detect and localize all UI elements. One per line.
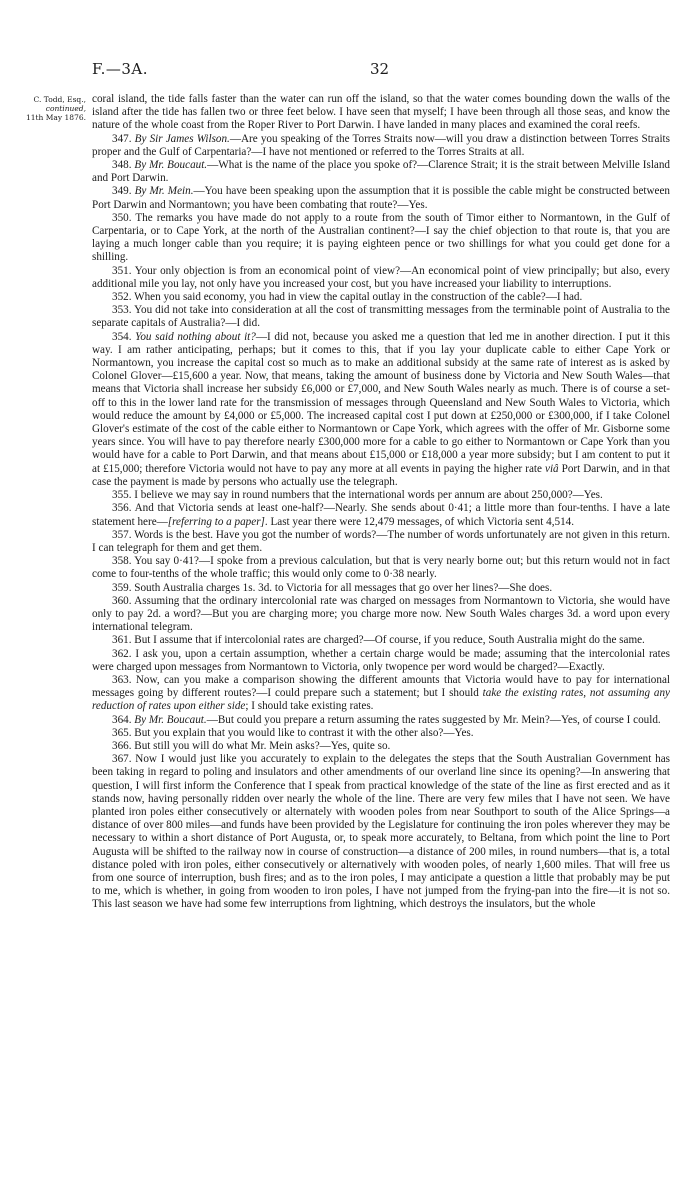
italic-text: By Mr. Mein.: [134, 185, 194, 198]
text-run: 352. When you said economy, you had in view the capital outlay in the construction of the cable?—I had.: [112, 291, 583, 304]
paragraph: [92, 265, 670, 291]
section-code: F.—3A.: [92, 60, 148, 78]
margin-note-name: C. Todd, Esq.,: [33, 95, 86, 104]
paragraph: [92, 634, 670, 647]
italic-text: take the existing rates, not assuming any reduction of rates upon either side: [92, 687, 670, 713]
text-run: —But could you prepare a return assuming the rates suggested by Mr. Mein?—Yes, of course I could.: [206, 713, 661, 726]
paragraph: [92, 212, 670, 265]
text-run: 347.: [112, 132, 135, 145]
text-run: —Are you speaking of the Torres Straits now—will you draw a distinction between Torres Straits proper and the Gulf of Carpentaria?—I have not mentioned or referred to the Torres Straits at all.: [92, 132, 670, 158]
text-run: 361. But I assume that if intercolonial rates are charged?—Of course, if you reduce, South Australia might do the same.: [112, 634, 645, 647]
text-run: 364.: [112, 713, 135, 726]
text-run: —You have been speaking upon the assumption that it is possible the cable might be constructed between Port Darwin and Normantown; you have been combating that route?—Yes.: [92, 185, 670, 211]
paragraph: [92, 331, 670, 489]
text-run: 348.: [112, 159, 135, 172]
text-run: 356. And that Victoria sends at least one-half?—Nearly. She sends about 0·41; a little more than four-tenths. I have a late statement here—: [92, 502, 670, 528]
paragraph: [92, 727, 670, 740]
page-number: 32: [369, 60, 390, 78]
document-body: [92, 93, 670, 912]
text-run: 366. But still you will do what Mr. Mein asks?—Yes, quite so.: [112, 739, 391, 752]
paragraph: [92, 93, 670, 133]
paragraph: [92, 582, 670, 595]
text-run: 349.: [112, 185, 135, 198]
text-run: 355. I believe we may say in round numbers that the international words per annum are about 250,000?—Yes.: [112, 489, 603, 502]
paragraph: [92, 753, 670, 911]
margin-note-continued: continued,: [45, 104, 86, 113]
text-run: . Last year there were 12,479 messages, of which Victoria sent 4,514.: [264, 515, 574, 528]
margin-note-date: 11th May 1876.: [25, 113, 86, 122]
text-run: Port Darwin, and in that case the payment is made by persons who actually use the telegraph.: [92, 462, 671, 488]
text-run: 365. But you explain that you would like to contrast it with the other also?—Yes.: [112, 726, 474, 739]
page-header: [92, 60, 667, 80]
paragraph: [92, 502, 670, 528]
text-run: coral island, the tide falls faster than the water can run off the island, so that the water comes bounding down the walls of the island after the tide has fallen two or three feet below. I have seen that myself; I have been through all those seas, and know the nature of the whole coast from the Roper River to Port Darwin. I have landed in many places and examined the coral reefs.: [92, 93, 670, 132]
paragraph: [92, 714, 670, 727]
italic-text: By Mr. Boucaut.: [134, 713, 207, 726]
paragraph: [92, 648, 670, 674]
text-run: 354.: [112, 330, 136, 343]
text-run: 362. I ask you, upon a certain assumption, whether a certain charge would be made; assuming that the intercolonial rates were charged upon messages from Normantown to Victoria, only twopence per word would be charged?—Exactly.: [92, 647, 670, 673]
italic-text: [referring to a paper]: [167, 515, 265, 528]
paragraph: [92, 555, 670, 581]
paragraph: [92, 159, 670, 185]
text-run: 360. Assuming that the ordinary intercolonial rate was charged on messages from Normantown to Victoria, she would have only to pay 2d. a word?—But you are charging more; you charge more now. New South Wales charges 3d. a word upon every international telegram.: [92, 594, 670, 634]
text-run: —I did not, because you asked me a question that led me in another direction. I put it this way. I am rather anticipating, perhaps; but it comes to this, that if you lay your duplicate cable to either Cape York or Normantown, you increase the capital cost so much as to make an additional subsidy at the same rate of interest as is asked by Colonel Glover—£15,600 a year. Now, that means, taking the amount of business done by Victoria and New South Wales—that means that Victoria shall increase her subsidy £6,000 or £7,000, and New South Wales nearly as much. There is of course a set-off to this in the lower land rate for the transmission of messages through Queensland and New South Wales to Victoria, which would reduce the amount by £4,000 or £5,000. The increased capital cost I put down at £250,000 or £300,000, if I take Colonel Glover's estimate of the cost of the cable either to Normantown or Cape York, which agrees with the offer of Mr. Gisborne some years since. You will have to pay therefore nearly £300,000 more for a cable to go either to Normantown or Cape York than you would have for a cable to Port Darwin, and that means about £15,000 or £18,000 a year more subsidy; but I am content to put it at £15,000; therefore Victoria would not have to pay any more at all events in paying the higher rate: [92, 330, 670, 475]
text-run: 359. South Australia charges 1s. 3d. to Victoria for all messages that go over her lines?—She does.: [112, 581, 553, 594]
italic-text: By Mr. Boucaut.: [134, 159, 208, 172]
paragraph: [92, 674, 670, 714]
text-run: 363. Now, can you make a comparison showing the different amounts that Victoria would have to pay for international messages going by different routes?—I could prepare such a statement; but I should: [92, 673, 670, 700]
text-run: 353. You did not take into consideration at all the cost of transmitting messages from the terminable point of Australia to the separate capitals of Australia?—I did.: [92, 304, 670, 330]
paragraph: [92, 595, 670, 635]
italic-text: viâ: [545, 462, 559, 475]
paragraph: [92, 740, 670, 753]
text-run: ; I should take existing rates.: [245, 700, 374, 713]
paragraph: [92, 133, 670, 159]
text-run: 367. Now I would just like you accurately to explain to the delegates the steps that the South Australian Government has been taking in regard to poling and insulators and other amendments of our overland line since its opening?—In answering that question, I will first inform the Conference that I speak from practical knowledge of the state of the line as first erected and as it stands now, having personally ridden over nearly the whole of the line. There are very few miles that I have not seen. We have planted iron poles either consecutively or alternately with wooden poles from near Southport to south of the Alice Springs—a distance of over 800 miles—and funds have been provided by the Legislature for continuing the iron poles wherever they may be necessary to within a short distance of Port Augusta, or, to speak more accurately, to Beltana, from which point the line to Port Augusta will be shifted to the railway now in course of construction—a distance of 200 miles, in round numbers—that is, a total distance poled with iron poles, either consecutively or alternatively with wooden poles, of nearly 1,600 miles. That will free us from one source of interruption, bush fires; and as to the iron poles, I may anticipate a question a little that probably may be put to me, which is whether, in going from wooden to iron poles, I have not jumped from the frying-pan into the fire—it is not so. This last season we have had some few interruptions from lightning, which destroys the insulators, but the whole: [92, 753, 670, 911]
text-run: —What is the name of the place you spoke of?—Clarence Strait; it is the strait between Melville Island and Port Darwin.: [92, 159, 671, 185]
paragraph: [92, 291, 670, 304]
text-run: 358. You say 0·41?—I spoke from a previous calculation, but that is very nearly borne out; but this return would not in fact come to four-tenths of the whole traffic; this would only come to 0·38 nearly.: [92, 555, 670, 581]
paragraph: [92, 529, 670, 555]
paragraph: [92, 304, 670, 330]
paragraph: [92, 489, 670, 502]
text-run: 351. Your only objection is from an economical point of view?—An economical point of view principally; but also, every additional mile you lay, not only have you increased your cost, but you have increased your liability to interruptions.: [92, 264, 670, 290]
text-run: 350. The remarks you have made do not apply to a route from the south of Timor either to Normantown, in the Gulf of Carpentaria, or to Cape York, at the north of the Australian continent?—I say the chief objection to that route is, that you are laying a much longer cable than you require; it is paying eighteen pence or two shillings for what you could get done for a shilling.: [92, 211, 670, 264]
text-run: 357. Words is the best. Have you got the number of words?—The number of words unfortunately are not given in this return. I can telegraph for them and get them.: [92, 528, 670, 554]
italic-text: By Sir James Wilson.: [134, 132, 230, 145]
italic-text: You said nothing about it?: [135, 330, 256, 343]
paragraph: [92, 185, 670, 211]
margin-note: [20, 95, 86, 122]
